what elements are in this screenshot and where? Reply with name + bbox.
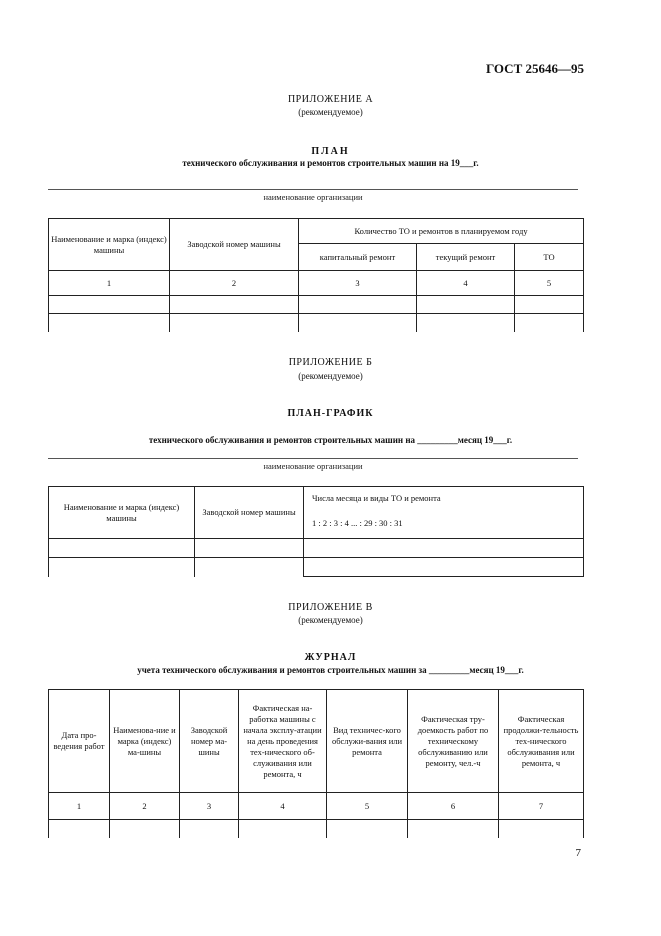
journal-table: [48, 689, 584, 838]
col-number: 1: [49, 271, 170, 296]
col-number: 1: [49, 793, 110, 820]
appendix-a-status: (рекомендуемое): [298, 107, 363, 117]
header-duration: Фактическая продолжи-тельность тех-нического обслуживания или ремонта, ч: [499, 690, 584, 793]
header-factory-number: Заводской номер машины: [170, 219, 299, 271]
header-operating-hours: Фактическая на-работка машины с начала эксплу-атации на день проведения тех-нического об-служивания или ремонта, ч: [239, 690, 327, 793]
col-number: 3: [180, 793, 239, 820]
table-row: [49, 296, 584, 314]
org-line-a: [48, 189, 578, 190]
col-number: 3: [299, 271, 417, 296]
appendix-a-title: ПЛАН: [311, 146, 350, 157]
header-factory-number: Заводской номер ма-шины: [180, 690, 239, 793]
header-labor-intensity: Фактическая тру-доемкость работ по техническому обслуживанию или ремонту, чел.-ч: [408, 690, 499, 793]
header-date: Дата про-ведения работ: [49, 690, 110, 793]
plan-schedule-table: [48, 486, 584, 577]
appendix-c-subtitle: учета технического обслуживания и ремонтов строительных машин за _________месяц 19___г.: [137, 665, 524, 675]
table-row: [49, 539, 584, 558]
appendix-c-title: ЖУРНАЛ: [304, 652, 357, 663]
org-caption-a: наименование организации: [263, 192, 363, 202]
table-row: [49, 820, 584, 838]
appendix-b-subtitle: технического обслуживания и ремонтов строительных машин на _________месяц 19___г.: [148, 435, 513, 445]
header-name: Наименование и марка (индекс) машины: [49, 487, 195, 539]
header-current-repair: текущий ремонт: [417, 244, 515, 271]
header-service-type: Вид техничес-кого обслужи-вания или ремонта: [327, 690, 408, 793]
appendix-b-heading: ПРИЛОЖЕНИЕ Б: [288, 357, 373, 368]
appendix-a-heading: ПРИЛОЖЕНИЕ А: [287, 94, 374, 105]
col-number: 2: [170, 271, 299, 296]
header-days: Числа месяца и виды ТО и ремонта: [304, 487, 584, 510]
col-number: 7: [499, 793, 584, 820]
appendix-b-status: (рекомендуемое): [298, 371, 363, 381]
table-row: [49, 558, 584, 577]
days-row: 1 : 2 : 3 : 4 ... : 29 : 30 : 31: [304, 510, 584, 539]
header-name: Наименова-ние и марка (индекс) ма-шины: [110, 690, 180, 793]
appendix-c-status: (рекомендуемое): [298, 615, 363, 625]
plan-table: [48, 218, 584, 332]
header-to: ТО: [515, 244, 584, 271]
appendix-b-title: ПЛАН-ГРАФИК: [287, 408, 374, 419]
header-quantity-group: Количество ТО и ремонтов в планируемом году: [299, 219, 584, 244]
gost-number: ГОСТ 25646—95: [485, 61, 584, 76]
col-number: 5: [515, 271, 584, 296]
header-factory-number: Заводской номер машины: [195, 487, 304, 539]
page-number: 7: [575, 847, 581, 859]
col-number: 4: [239, 793, 327, 820]
table-row: [49, 314, 584, 332]
appendix-a-subtitle: технического обслуживания и ремонтов строительных машин на 19___г.: [182, 158, 479, 168]
header-capital-repair: капитальный ремонт: [299, 244, 417, 271]
header-name: Наименование и марка (индекс) машины: [49, 219, 170, 271]
org-caption-b: наименование организации: [263, 461, 363, 471]
org-line-b: [48, 458, 578, 459]
appendix-c-heading: ПРИЛОЖЕНИЕ В: [288, 602, 373, 613]
col-number: 5: [327, 793, 408, 820]
col-number: 6: [408, 793, 499, 820]
col-number: 4: [417, 271, 515, 296]
col-number: 2: [110, 793, 180, 820]
